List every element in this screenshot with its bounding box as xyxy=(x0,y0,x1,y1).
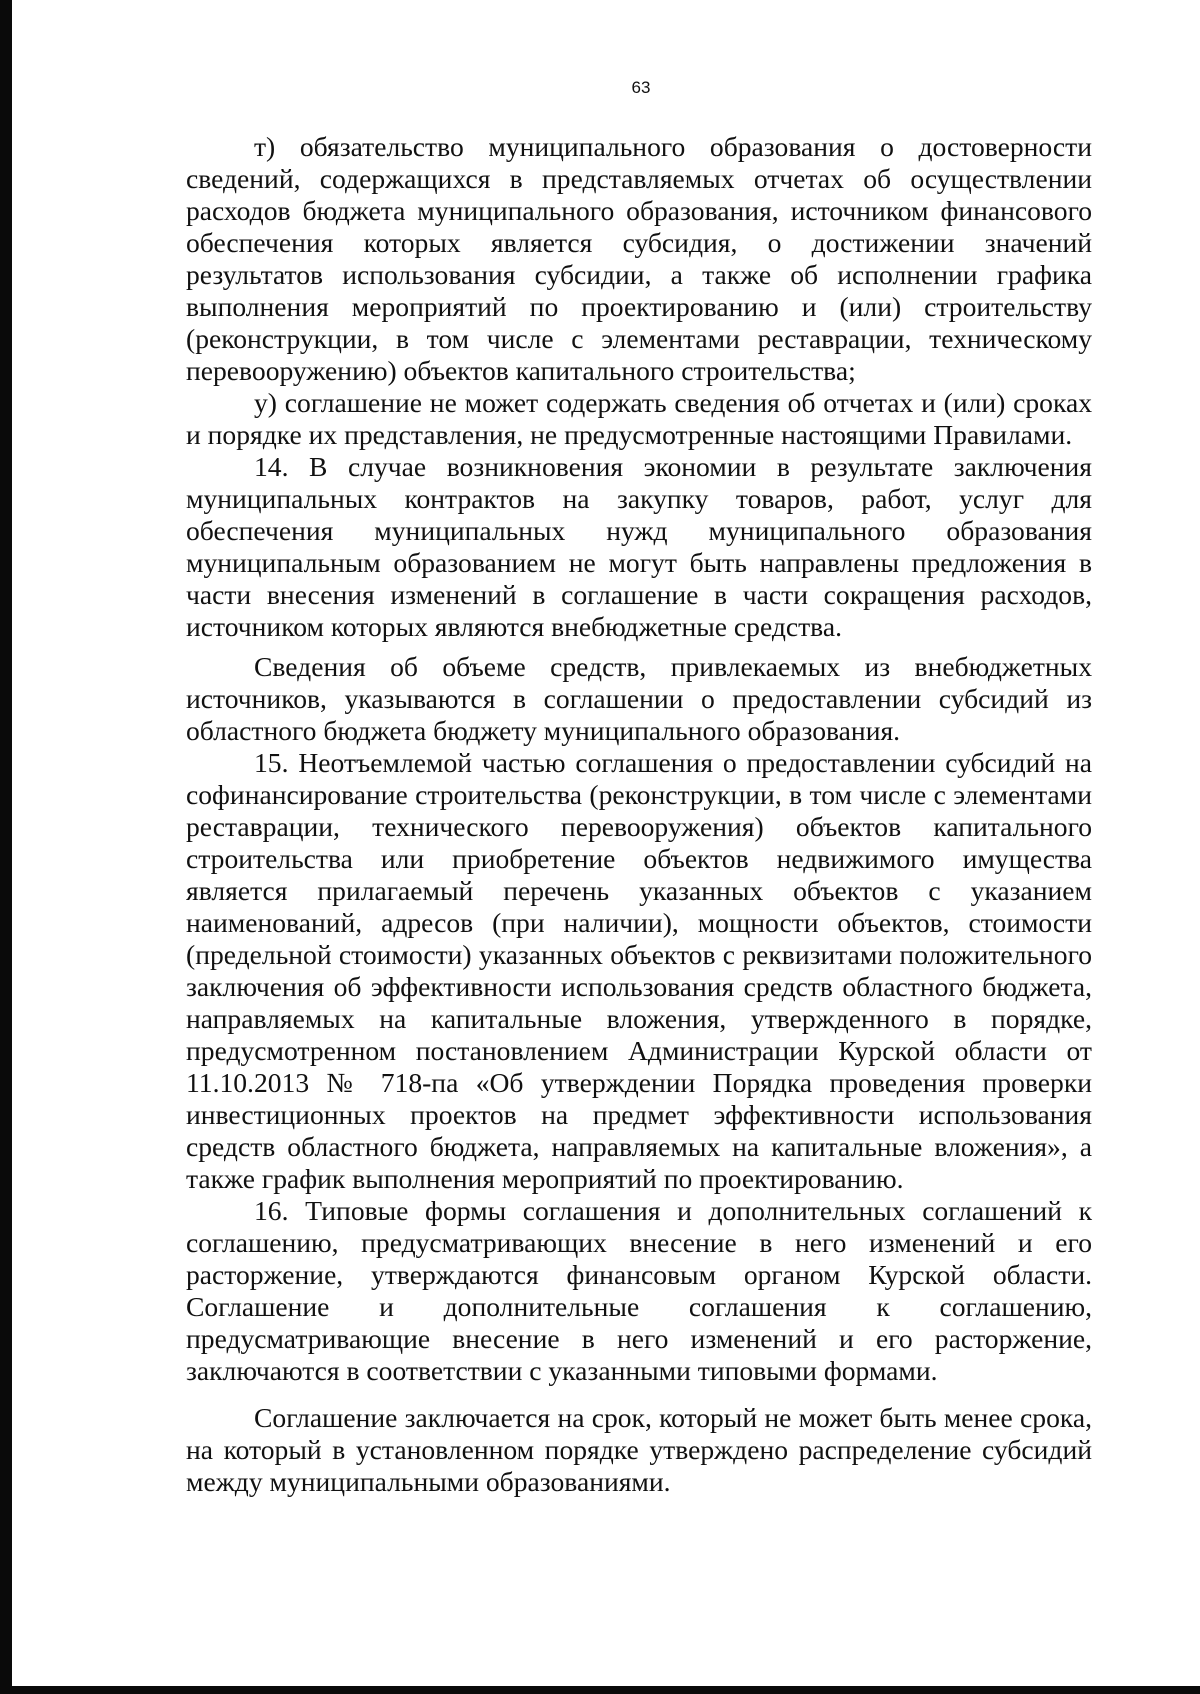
paragraph-extrabudgetary-info: Сведения об объеме средств, привлекаемых из внебюджетных источников, указываются в соглашении о предоставлении субсидий из областного бюджета бюджету муниципального образования. xyxy=(186,651,1092,746)
scan-border-bottom xyxy=(0,1686,1200,1694)
paragraph-item-t: т) обязательство муниципального образования о достоверности сведений, содержащихся в представляемых отчетах об осуществлении расходов бюджета муниципального образования, источником финансового обеспечения которых является субсидия, о достижении значений результатов использования субсидии, а также об исполнении графика выполнения мероприятий по проектированию и (или) строительству (реконструкции, в том числе с элементами реставрации, техническому перевооружению) объектов капитального строительства; xyxy=(186,131,1092,386)
paragraph-clause-15: 15. Неотъемлемой частью соглашения о предоставлении субсидий на софинансирование строительства (реконструкции, в том числе с элементами реставрации, технического перевооружения) объектов капитального строительства или приобретение объектов недвижимого имущества является прилагаемый перечень указанных объектов с указанием наименований, адресов (при наличии), мощности объектов, стоимости (предельной стоимости) указанных объектов с реквизитами положительного заключения об эффективности использования средств областного бюджета, направляемых на капитальные вложения, утвержденного в порядке, предусмотренном постановлением Администрации Курской области от 11.10.2013 № 718-па «Об утверждении Порядка проведения проверки инвестиционных проектов на предмет эффективности использования средств областного бюджета, направляемых на капитальные вложения», а также график выполнения мероприятий по проектированию. xyxy=(186,747,1092,1194)
scan-border-left xyxy=(0,0,12,1694)
document-body xyxy=(186,131,1092,1498)
paragraph-clause-14: 14. В случае возникновения экономии в результате заключения муниципальных контрактов на закупку товаров, работ, услуг для обеспечения муниципальных нужд муниципального образования муниципальным образованием не могут быть направлены предложения в части внесения изменений в соглашение в части сокращения расходов, источником которых являются внебюджетные средства. xyxy=(186,451,1092,642)
paragraph-clause-16: 16. Типовые формы соглашения и дополнительных соглашений к соглашению, предусматривающих внесение в него изменений и его расторжение, утверждаются финансовым органом Курской области. Соглашение и дополнительные соглашения к соглашению, предусматривающие внесение в него изменений и его расторжение, заключаются в соответствии с указанными типовыми формами. xyxy=(186,1195,1092,1386)
paragraph-agreement-term: Соглашение заключается на срок, который не может быть менее срока, на который в установленном порядке утверждено распределение субсидий между муниципальными образованиями. xyxy=(186,1402,1092,1497)
paragraph-item-u: у) соглашение не может содержать сведения об отчетах и (или) сроках и порядке их представления, не предусмотренные настоящими Правилами. xyxy=(186,387,1092,450)
page-number: 63 xyxy=(631,78,651,97)
